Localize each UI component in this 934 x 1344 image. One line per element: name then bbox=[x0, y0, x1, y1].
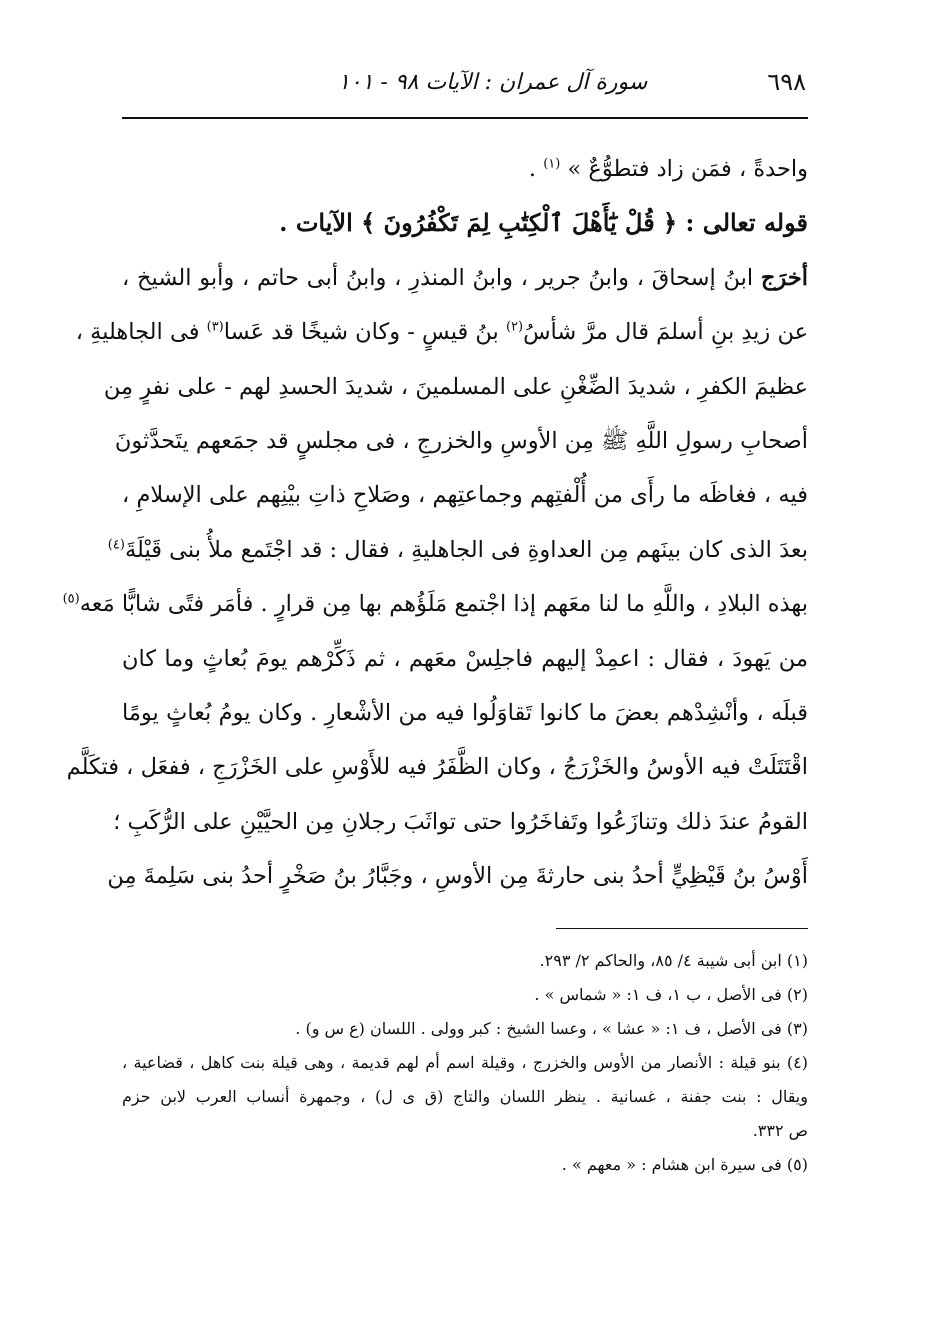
footnotes bbox=[122, 944, 808, 1182]
footnote-2: (٢) فى الأصل ، ب ١، ف ١: « شماس » . bbox=[534, 985, 808, 1004]
text-line-10: من يَهودَ ، فقال : اعمِدْ إليهم فاجلِسْ معَهم ، ثم ذَكِّرْهم يومَ بُعاثٍ وما كان bbox=[122, 645, 808, 672]
main-text bbox=[62, 142, 808, 903]
text-line-12: اقْتَتَلَتْ فيه الأوسُ والخَزْرَجُ ، وكان الظَّفَرُ فيه للأَوْسِ على الخَزْرَجِ ، ففعَل ، فتكَلَّم bbox=[66, 754, 808, 781]
footnote-ref-5: (٥) bbox=[62, 591, 80, 607]
text-line-7: فيه ، فغاظَه ما رأَى من أُلْفتِهم وجماعتِهم ، وصَلاحِ ذاتِ بيْنِهم على الإسلامِ ، bbox=[122, 482, 808, 509]
text-line-11: قبلَه ، وأنْشِدْهم بعضَ ما كانوا تَقاوَلُوا فيه من الأشْعارِ . وكان يومُ بُعاثٍ يومًا bbox=[122, 699, 808, 726]
footnote-4-line-3: ص ٣٣٢. bbox=[752, 1121, 808, 1140]
text-line-9: بهذه البلادِ ، واللَّهِ ما لنا معَهم إذا اجْتمع مَلَؤُهم بها مِن قرارٍ . فأمَر فتًى شابًّا مَعه$^{(٥)}$ bbox=[62, 591, 808, 618]
heading-label: قوله تعالى : bbox=[677, 208, 808, 238]
footnote-4-line-1: (٤) بنو قيلة : الأنصار من الأوس والخزرج ، وقيلة اسم أم لهم قديمة ، وهى قيلة بنت كاهل ، قضاعية ، bbox=[122, 1053, 808, 1072]
text-line-8: بعدَ الذى كان بينَهم مِن العداوةِ فى الجاهليةِ ، فقال : قد اجْتَمع ملأُ بنى قَيْلَةَ$^{(٤)}$ bbox=[107, 536, 808, 563]
text-line-14: أَوْسُ بنُ قَيْظِيٍّ أحدُ بنى حارثةَ مِن الأوسِ ، وجَبَّارُ بنُ صَخْرٍ أحدُ بنى سَلِمةَ مِن bbox=[107, 863, 808, 890]
text-line-6: أصحابِ رسولِ اللَّهِ ﷺ مِن الأوسِ والخزرجِ ، فى مجلسٍ قد جمَعهم يتَحدَّثونَ bbox=[114, 427, 808, 454]
text-line-1: واحدةً ، فمَن زاد فتطوُّعٌ » $^{(١)}$ . bbox=[528, 156, 808, 182]
text-line-5: عظيمَ الكفرِ ، شديدَ الضِّغْنِ على المسلمينَ ، شديدَ الحسدِ لهم - على نفرٍ مِن bbox=[103, 373, 808, 400]
text-line-13: القومُ عندَ ذلك وتنازَعُوا وتَفاخَرُوا حتى تواثَبَ رجلانِ مِن الحيَّيْنِ على الرُّكَبِ ؛ bbox=[113, 808, 808, 835]
footnote-ref-4: (٤) bbox=[107, 537, 125, 553]
footnote-ref-2: (٢) bbox=[505, 319, 524, 335]
header-rule bbox=[122, 117, 808, 119]
footnote-1: (١) ابن أبى شيبة ٤/ ٨٥، والحاكم ٢/ ٢٩٣. bbox=[539, 951, 808, 970]
footnote-3: (٣) فى الأصل ، ف ١: « عشا » ، وعسا الشيخ : كبر وولى . اللسان (ع س و) . bbox=[295, 1019, 808, 1038]
footnote-rule bbox=[556, 928, 808, 929]
heading-verse: ﴿ قُلْ يَٰٓأَهْلَ ٱلْكِتَٰبِ لِمَ تَكْفُرُونَ ﴾ الآيات . bbox=[279, 208, 678, 238]
text-line-4: عن زيدِ بنِ أسلمَ قال مرَّ شأسُ$^{(٢)}$ بنُ قيسٍ - وكان شيخًا قد عَسا$^{(٣)}$ فى الجاهليةِ ، bbox=[75, 319, 808, 346]
running-title: سورة آل عمران : الآيات ٩٨ - ١٠١ bbox=[337, 69, 648, 95]
footnote-5: (٥) فى سيرة ابن هشام : « معهم » . bbox=[561, 1155, 808, 1174]
footnote-ref-1: (١) bbox=[543, 156, 561, 172]
text-line-3: أخرَج ابنُ إسحاقَ ، وابنُ جرير ، وابنُ المنذرِ ، وابنُ أبى حاتم ، وأبو الشيخ ، bbox=[122, 264, 808, 291]
footnote-4-line-2: ويقال : بنت جفنة ، غسانية . ينظر اللسان والتاج (ق ى ل) ، وجمهرة أنساب العرب لابن حزم bbox=[122, 1087, 808, 1106]
section-heading bbox=[122, 196, 808, 250]
page-number: ٦٩٨ bbox=[767, 68, 806, 96]
page-header bbox=[122, 62, 806, 102]
footnote-ref-3: (٣) bbox=[206, 319, 224, 335]
